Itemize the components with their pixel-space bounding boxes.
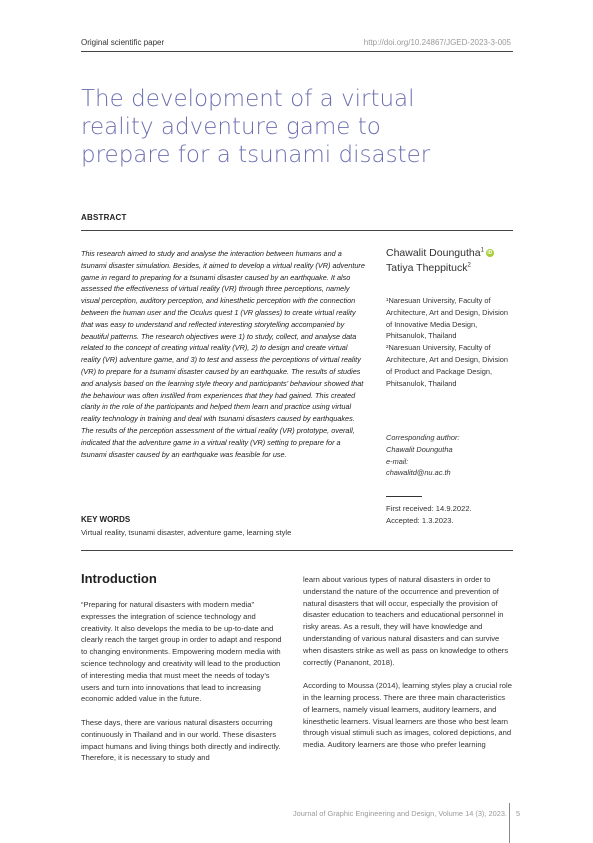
paragraph: According to Moussa (2014), learning styles play a crucial role in the learning process. There are three main characteristics of learners, namely visual learners, auditory learners, and kinesthetic learners. Visual learners are those who best learn through visual stimuli such as images, colored depictions, and media. Auditory learners are those who prefer learning	[303, 681, 512, 750]
doi-link[interactable]: http://doi.org/10.24867/JGED-2023-3-005	[363, 38, 511, 47]
corresponding-author	[386, 432, 516, 479]
keywords-heading: KEY WORDS	[81, 515, 131, 524]
abstract-rule	[81, 230, 513, 231]
paragraph: “Preparing for natural disasters with modern media” expresses the integration of science technology and creativity. It also develops the media to be up-to-date and clearly reach the target group in order to adapt and respond to changing environments. Empowering modern media with science technology and creativity will lead to the production of interesting media that must meet the needs of today’s users and turn into innovations that lead to increasing economic added value in the future.	[81, 600, 282, 704]
author-2	[386, 262, 471, 274]
header-rule	[81, 51, 513, 52]
author-sup: 1	[480, 247, 484, 254]
email-link[interactable]: chawalitd@nu.ac.th	[386, 468, 451, 478]
author-sup: 2	[467, 262, 471, 269]
accepted-date: Accepted: 1.3.2023.	[386, 515, 454, 525]
abstract-text: This research aimed to study and analyse the interaction between humans and a tsunami disaster simulation. Besides, it aimed to develop a virtual reality (VR) adventure game in regard to preparing for a tsunami disaster caused by an earthquake. It also assessed the effectiveness of virtual reality (VR) through three perceptions, namely visual perception, auditory perception, and kinesthetic perception with the connection between the human user and the Oculus quest 1 (VR glasses) to create virtual reality that was easy to understand and reflected interesting storytelling accompanied by beautiful patterns. The research objectives were 1) to study, collect, and analyse data related to the concept of creating virtual reality (VR), 2) to design and create virtual reality (VR) adventure game, and 3) to test and assess the perceptions of virtual reality (VR) to prepare for a tsunami disaster caused by an earthquake. The results of studies and analysis based on the learning style theory and participants’ behaviour showed that the behaviour was often instilled from experiences that they had gained. This created clarity in the role of the participants and helped them learn and practice using virtual reality technology in training and deal with tsunami disasters caused by earthquakes. The results of the perception assessment of the virtual reality (VR) prototype, overall, indicated that the adventure game in a virtual reality (VR) setting to prepare for a tsunami disaster caused by an earthquake was feasible for use.	[81, 249, 365, 459]
paper-title	[81, 85, 461, 169]
page-number: 5	[516, 809, 521, 818]
paragraph: learn about various types of natural disasters in order to understand the nature of the occurrence and prevention of natural disasters that will occur, especially the provision of disaster education to teachers and educational personnel in risky areas. As a result, they will have knowledge and understanding of various natural disasters and can survive when disasters strike as well as pass on knowledge to others correctly (Pananont, 2018).	[303, 575, 509, 667]
author-1	[386, 247, 494, 259]
affiliations	[386, 295, 516, 389]
journal-footer: Journal of Graphic Engineering and Design, Volume 14 (3), 2023.	[292, 809, 507, 818]
keywords-text: Virtual reality, tsunami disaster, adventure game, learning style	[81, 528, 292, 537]
author-name: Chawalit Doungutha	[386, 247, 481, 259]
received-date: First received: 14.9.2022.	[386, 504, 472, 513]
keywords-rule	[81, 550, 513, 551]
section-heading: Introduction	[81, 571, 157, 586]
corresponding-name: Chawalit Doungutha	[386, 444, 453, 454]
intro-column-2	[303, 574, 513, 763]
author-name: Tatiya Theppituck	[386, 262, 468, 274]
footer-divider	[509, 803, 510, 843]
dates	[386, 503, 472, 527]
title-line: reality adventure game to	[81, 114, 381, 140]
orcid-icon[interactable]: iD	[487, 250, 493, 257]
corresponding-label: Corresponding author:	[386, 433, 460, 442]
title-line: prepare for a tsunami disaster	[81, 142, 431, 168]
paragraph: These days, there are various natural disasters occurring continuously in Thailand and in our world. These disasters impact humans and living things both directly and indirectly. Therefore, it is necessary to study and	[81, 717, 281, 763]
article-category: Original scientific paper	[81, 38, 165, 47]
email-label: e-mail:	[386, 456, 409, 466]
affiliation-2: ²Naresuan University, Faculty of Architecture, Art and Design, Division of Product and Package Design, Phitsanulok, Thailand	[386, 343, 508, 388]
dates-rule	[386, 496, 422, 497]
intro-column-1	[81, 599, 288, 776]
affiliation-1: ¹Naresuan University, Faculty of Architecture, Art and Design, Division of Innovative Media Design, Phitsanulok, Thailand	[386, 296, 508, 341]
title-line: The development of a virtual	[81, 86, 415, 112]
abstract-heading: ABSTRACT	[81, 213, 127, 222]
